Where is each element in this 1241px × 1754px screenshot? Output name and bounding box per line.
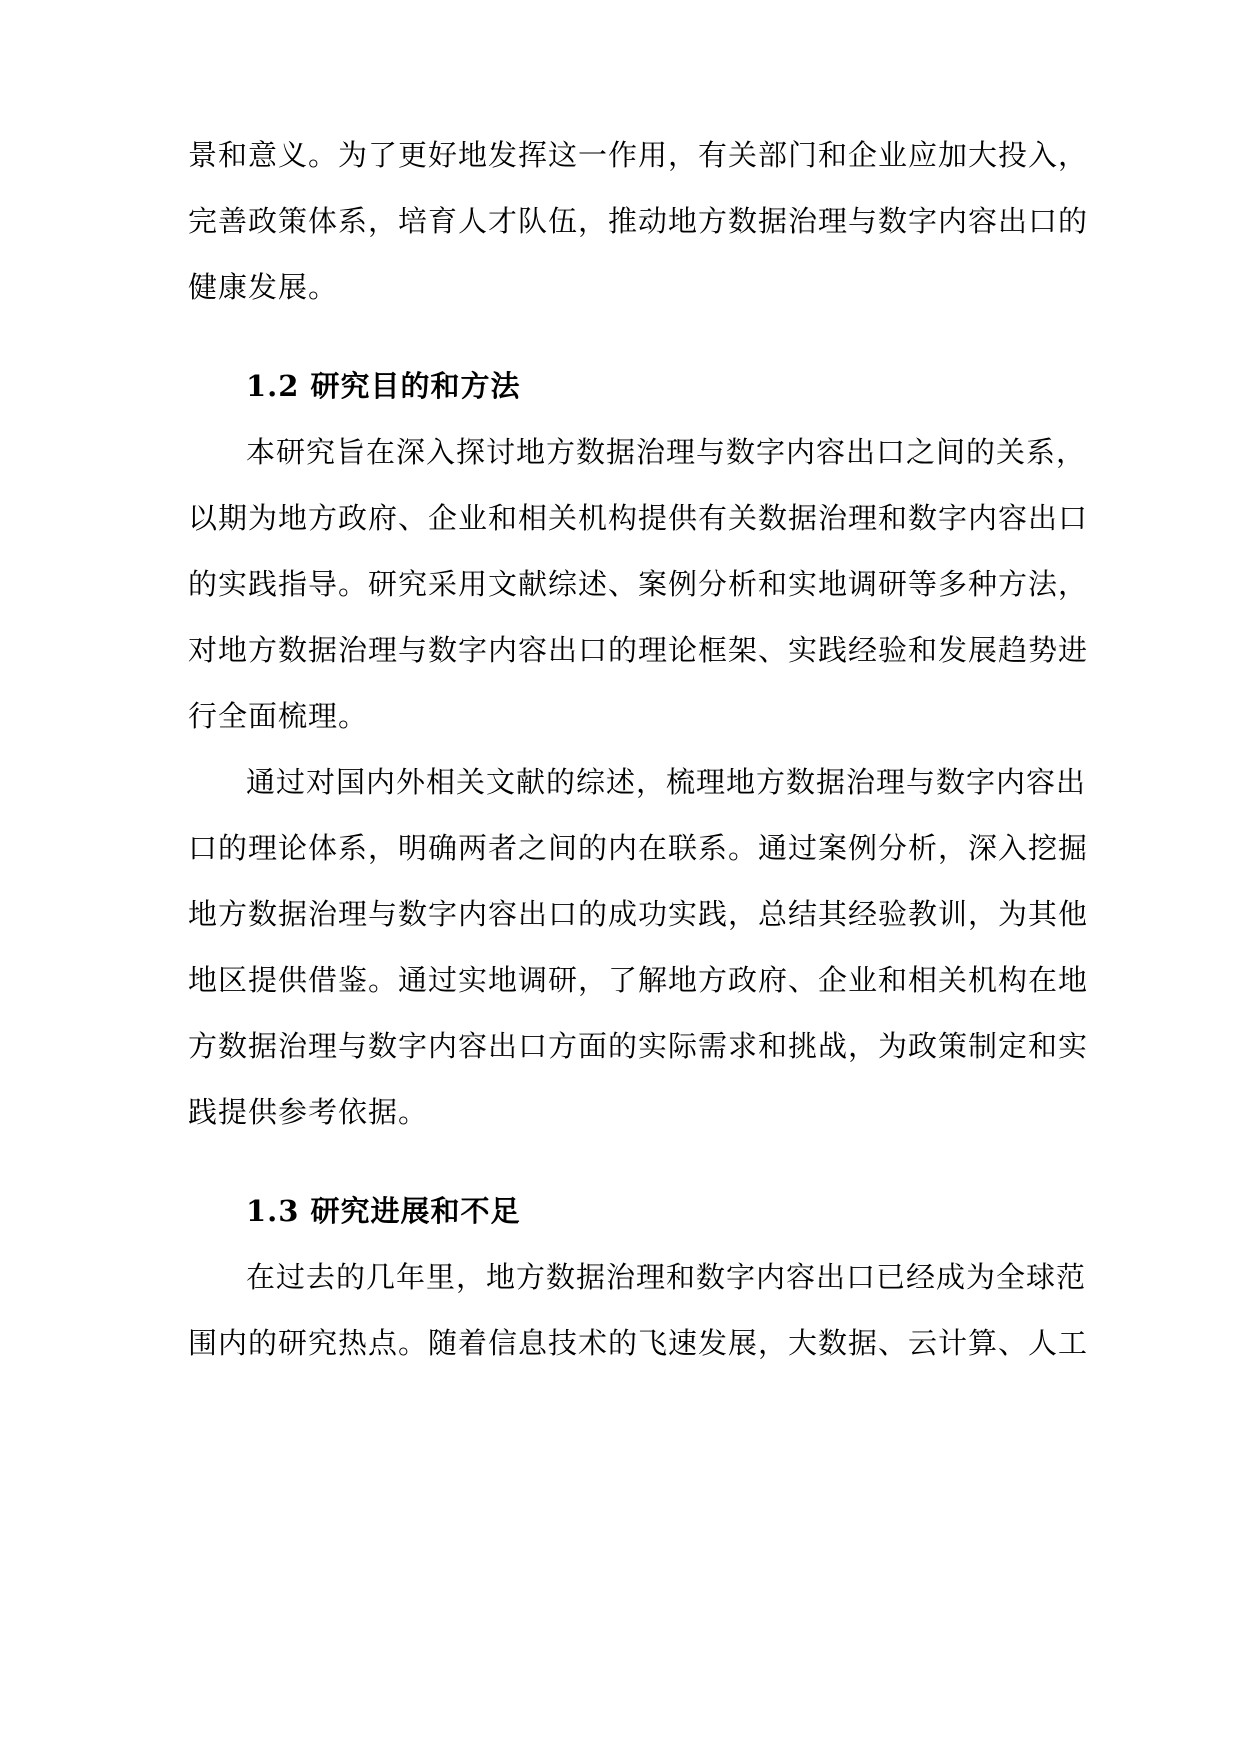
text-line: 践提供参考依据。 bbox=[188, 1095, 429, 1129]
text-line: 的实践指导。研究采用文献综述、案例分析和实地调研等多种方法， bbox=[188, 567, 1089, 601]
text-line: 方数据治理与数字内容出口方面的实际需求和挑战，为政策制定和实 bbox=[188, 1029, 1089, 1063]
text-line: 通过对国内外相关文献的综述，梳理地方数据治理与数字内容出 bbox=[246, 765, 1087, 799]
text-line: 地区提供借鉴。通过实地调研，了解地方政府、企业和相关机构在地 bbox=[188, 963, 1089, 997]
text-line: 在过去的几年里，地方数据治理和数字内容出口已经成为全球范 bbox=[246, 1260, 1087, 1294]
text-line: 完善政策体系，培育人才队伍，推动地方数据治理与数字内容出口的 bbox=[188, 204, 1089, 238]
text-line: 地方数据治理与数字内容出口的成功实践，总结其经验教训，为其他 bbox=[188, 897, 1089, 931]
text-line: 本研究旨在深入探讨地方数据治理与数字内容出口之间的关系， bbox=[246, 435, 1087, 469]
text-line: 口的理论体系，明确两者之间的内在联系。通过案例分析，深入挖掘 bbox=[188, 831, 1089, 865]
text-line: 景和意义。为了更好地发挥这一作用，有关部门和企业应加大投入， bbox=[188, 138, 1089, 172]
text-line: 行全面梳理。 bbox=[188, 699, 369, 733]
text-line: 健康发展。 bbox=[188, 270, 339, 304]
section-heading-1-3: 1.3 研究进展和不足 bbox=[246, 1194, 521, 1228]
section-heading-1-2: 1.2 研究目的和方法 bbox=[246, 369, 521, 403]
text-line: 围内的研究热点。随着信息技术的飞速发展，大数据、云计算、人工 bbox=[188, 1326, 1089, 1360]
text-line: 对地方数据治理与数字内容出口的理论框架、实践经验和发展趋势进 bbox=[188, 633, 1089, 667]
text-line: 以期为地方政府、企业和相关机构提供有关数据治理和数字内容出口 bbox=[188, 501, 1089, 535]
